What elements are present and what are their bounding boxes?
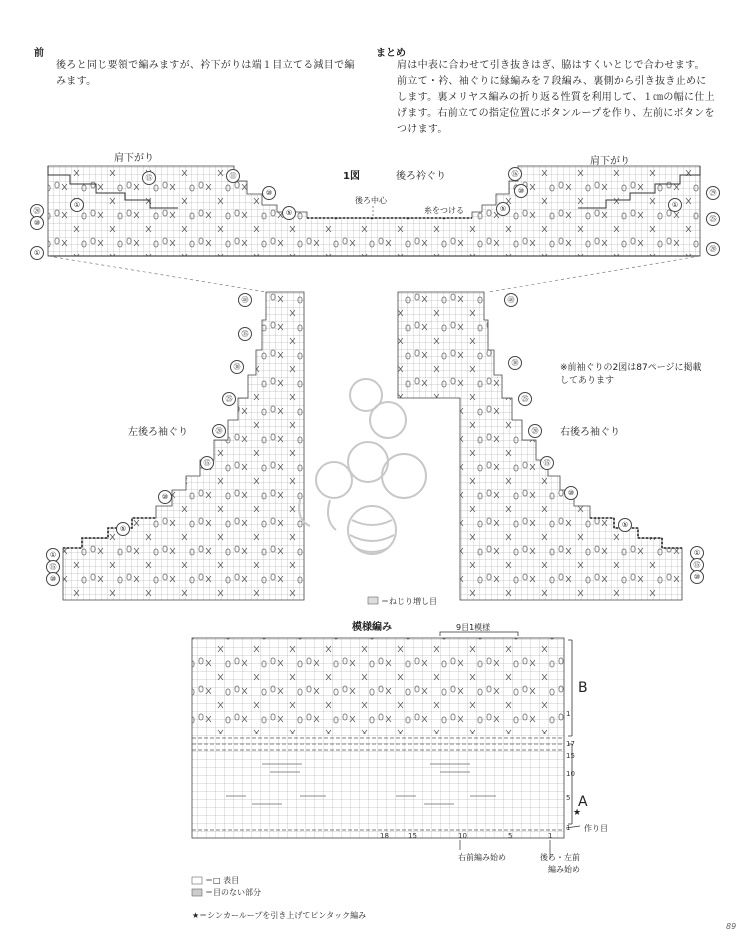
armhole-note: ※前袖ぐりの2図は87ページに掲載してあります <box>560 363 702 386</box>
row-marker: ⑤ <box>116 522 130 536</box>
back-left-front-start-label-2: 編み始め <box>548 865 580 874</box>
col-number: 18 <box>380 832 389 840</box>
row-marker: ⑩ <box>690 570 704 584</box>
row-number: 15 <box>566 752 575 760</box>
row-marker: ① <box>70 198 84 212</box>
legend-pin-tuck: ★＝シンカーループを引き上げてピンタック編み <box>192 911 367 920</box>
finishing-heading: まとめ <box>376 48 406 59</box>
front-text: 後ろと同じ要領で編みますが、衿下がりは端１目立てる減目で編みます。 <box>56 60 355 87</box>
row-marker: ㉚ <box>230 360 244 374</box>
star-marker: ★ <box>573 808 582 818</box>
section-a-label: A <box>578 794 588 810</box>
row-marker: ① <box>690 546 704 560</box>
row-marker: ⑳ <box>528 424 542 438</box>
section-b-label: B <box>578 680 588 696</box>
front-heading: 前 <box>34 48 44 59</box>
row-marker: ⑯ <box>508 167 522 181</box>
row-marker: ㉕ <box>222 392 236 406</box>
back-left-front-start-label: 後ろ・左前 <box>540 853 580 862</box>
row-marker: ⑩ <box>158 490 172 504</box>
row-number: 17 <box>566 740 575 748</box>
row-marker: ⑩ <box>262 186 276 200</box>
row-marker: ㉙ <box>706 186 720 200</box>
row-marker: ① <box>668 198 682 212</box>
finishing-text: 肩は中表に合わせて引き抜きはぎ、脇はすくいとじで合わせます。前立て・衿、袖ぐりに縁編みを７段編み、裏側から引き抜き止めにします。裏メリヤス編みの折り返る性質を利用して、１㎝の幅に仕上げます。右前立ての指定位置にボタンループを作り、左前にボタンをつけます。 <box>397 60 715 135</box>
row-marker: ⑮ <box>46 560 60 574</box>
chart-1-title: 1図 <box>343 171 360 182</box>
row-marker: ㉕ <box>706 212 720 226</box>
legend-knit: ＝□ 表目 <box>205 876 240 885</box>
row-marker: ⑮ <box>200 456 214 470</box>
row-marker: ㉟ <box>238 327 252 341</box>
row-marker: ⑳ <box>706 242 720 256</box>
row-marker: ⑮ <box>142 171 156 185</box>
row-marker: ⑮ <box>540 456 554 470</box>
back-neckline-label: 後ろ衿ぐり <box>396 171 446 182</box>
row-marker: ㊵ <box>504 293 518 307</box>
row-marker: ⑩ <box>46 572 60 586</box>
row-marker: ① <box>30 246 44 260</box>
row-marker: ㉕ <box>518 392 532 406</box>
row-marker: ⑤ <box>496 202 510 216</box>
row-marker: ⑤ <box>282 206 296 220</box>
right-front-start-label: 右前編み始め <box>458 853 506 862</box>
row-marker: ① <box>46 548 60 562</box>
legend-twist-increase: ＝ねじり増し目 <box>381 597 437 606</box>
row-marker: ㊵ <box>238 293 252 307</box>
row-number: 1 <box>566 824 571 832</box>
col-number: 1 <box>548 832 553 840</box>
row-marker: ⑳ <box>30 204 44 218</box>
right-armhole-label: 右後ろ袖ぐり <box>560 427 620 438</box>
cast-on-label: 作り目 <box>584 824 608 833</box>
row-marker: ⑩ <box>30 216 44 230</box>
row-number: 1 <box>566 710 571 718</box>
row-marker: ⑩ <box>514 184 528 198</box>
attach-yarn-label: 糸をつける <box>424 206 464 215</box>
chart-right-armhole <box>398 292 682 600</box>
chart-pattern-stitch <box>192 632 580 860</box>
row-marker: ⑮ <box>690 558 704 572</box>
row-number: 5 <box>566 794 571 802</box>
row-marker: ⑪ <box>226 169 240 183</box>
row-marker: ㉚ <box>508 356 522 370</box>
chart-left-armhole <box>63 292 304 600</box>
pattern-title: 模様編み <box>352 622 392 633</box>
legend-no-stitch: ＝目のない部分 <box>205 888 261 897</box>
col-number: 5 <box>508 832 513 840</box>
repeat-label: 9目1模様 <box>456 623 491 632</box>
center-back-label: 後ろ中心 <box>355 196 387 205</box>
left-armhole-label: 左後ろ袖ぐり <box>128 427 188 438</box>
row-number: 10 <box>566 770 575 778</box>
row-marker: ⑤ <box>618 518 632 532</box>
shoulder-slope-left: 肩下がり <box>114 153 154 164</box>
yarn-ball-illustration <box>299 379 426 554</box>
page-number: 89 <box>726 922 737 931</box>
col-number: 15 <box>408 832 417 840</box>
shoulder-slope-right: 肩下がり <box>590 156 630 167</box>
row-marker: ⑳ <box>212 424 226 438</box>
row-marker: ⑩ <box>564 486 578 500</box>
chart-back-neck <box>48 166 700 292</box>
col-number: 10 <box>458 832 467 840</box>
